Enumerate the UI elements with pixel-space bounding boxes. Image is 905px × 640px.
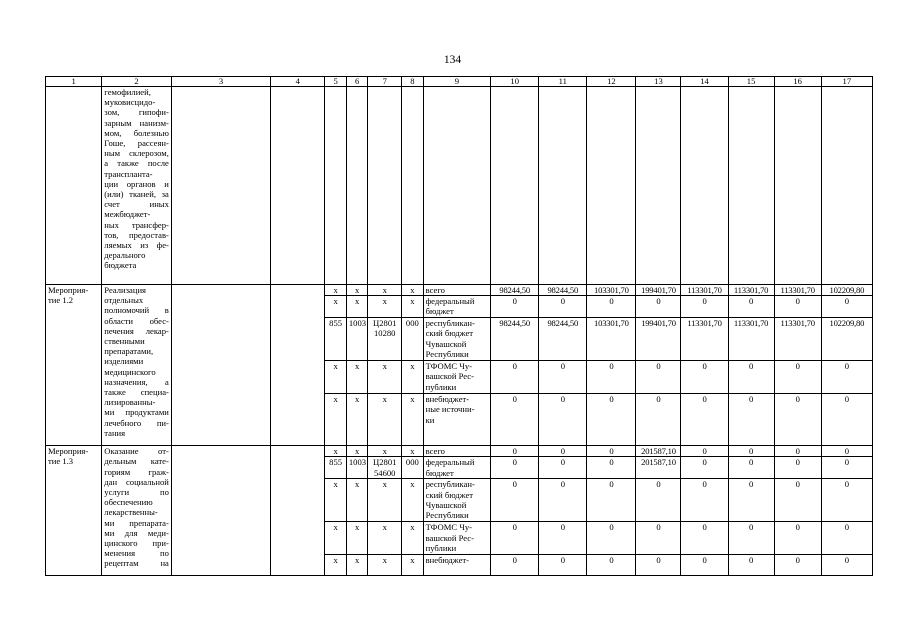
amount-year-1-cell: 0 <box>491 394 539 446</box>
cont-col10-cell <box>491 87 539 285</box>
amount-year-6-cell: 0 <box>728 361 774 394</box>
amount-year-2-cell: 0 <box>539 394 587 446</box>
amount-year-6-cell: 0 <box>728 394 774 446</box>
amount-year-7-cell: 113301,70 <box>774 285 821 296</box>
measure-1-3-description-cell <box>102 446 172 576</box>
amount-year-1-cell: 98244,50 <box>491 285 539 296</box>
amount-year-8-cell: 0 <box>821 479 872 522</box>
amount-year-4-cell: 0 <box>636 394 681 446</box>
amount-year-5-cell: 113301,70 <box>681 318 728 361</box>
grbs-code-cell: х <box>325 555 346 576</box>
amount-year-2-cell: 0 <box>539 555 587 576</box>
grbs-code-cell: х <box>325 394 346 446</box>
grbs-code-cell: х <box>325 361 346 394</box>
grbs-code-cell: х <box>325 285 346 296</box>
amount-year-7-cell: 0 <box>774 446 821 457</box>
funding-source-cell-line: ки <box>425 414 435 425</box>
measure-1-2-description-cell-line: отдельных <box>104 295 144 306</box>
cont-col5-cell <box>325 87 346 285</box>
measure-1-3-description-cell-line: ми препарата- <box>104 517 169 528</box>
amount-year-7-cell: 0 <box>774 555 821 576</box>
cont-description-cell-line: зом, гипофи- <box>104 107 169 118</box>
amount-year-4-cell: 0 <box>636 361 681 394</box>
section-code-cell: 1003 <box>346 457 367 479</box>
cont-col13-cell <box>636 87 681 285</box>
funding-source-cell-line: Чувашской <box>425 499 467 510</box>
measure-1-3-description-cell-line: гориям граж- <box>104 466 169 477</box>
amount-year-7-cell: 0 <box>774 479 821 522</box>
measure-1-2-description-cell-line: назначения, а <box>104 376 169 387</box>
funding-source-cell-line: бюджет <box>425 306 454 317</box>
amount-year-6-cell: 0 <box>728 522 774 555</box>
funding-source-cell-line: ТФОМС Чу- <box>425 522 473 533</box>
measure-1-3-description-cell-line: обеспечению <box>104 497 153 508</box>
cont-description-cell-line: ным склерозом, <box>104 148 169 159</box>
amount-year-1-cell: 0 <box>491 296 539 318</box>
measure-1-2-description-cell-line: ми продуктами <box>104 407 169 418</box>
column-number-13: 13 <box>636 77 681 87</box>
expense-type-cell: 000 <box>402 318 423 361</box>
amount-year-1-cell: 0 <box>491 522 539 555</box>
grbs-code-cell: х <box>325 522 346 555</box>
funding-source-cell-line: вашской Рес- <box>425 532 474 543</box>
funding-source-cell-line: ТФОМС Чу- <box>425 361 473 372</box>
amount-year-4-cell: 201587,10 <box>636 457 681 479</box>
cont-col11-cell <box>539 87 587 285</box>
expense-type-cell: х <box>402 296 423 318</box>
target-article-cell: Ц2801 10280 <box>368 318 402 361</box>
amount-year-3-cell: 0 <box>587 457 636 479</box>
cont-description-cell-line: а также после <box>104 158 169 169</box>
amount-year-2-cell: 0 <box>539 522 587 555</box>
grbs-code-cell: 855 <box>325 457 346 479</box>
amount-year-8-cell: 102209,80 <box>821 318 872 361</box>
cont-description-cell-line: транспланта- <box>104 168 153 179</box>
cont-col3-cell <box>171 87 270 285</box>
amount-year-5-cell: 0 <box>681 522 728 555</box>
measure-1-3-col4-cell <box>271 446 325 576</box>
cont-col7-cell <box>368 87 402 285</box>
measure-1-3-description-cell-line: менения по <box>104 548 169 559</box>
section-code-cell: х <box>346 296 367 318</box>
cont-description-cell-line: ляемых из фе- <box>104 240 169 251</box>
amount-year-1-cell: 0 <box>491 555 539 576</box>
measure-1-2-description-cell-line: тания <box>104 427 126 438</box>
amount-year-7-cell: 113301,70 <box>774 318 821 361</box>
amount-year-6-cell: 0 <box>728 296 774 318</box>
amount-year-6-cell: 0 <box>728 555 774 576</box>
measure-1-3-description-cell-line: услуги по <box>104 487 169 498</box>
funding-source-cell-line: публики <box>425 381 457 392</box>
measure-1-3-label-cell <box>46 446 102 576</box>
amount-year-3-cell: 0 <box>587 296 636 318</box>
amount-year-8-cell: 0 <box>821 522 872 555</box>
amount-year-7-cell: 0 <box>774 457 821 479</box>
funding-source-cell-line: внебюджет- <box>425 555 470 566</box>
amount-year-2-cell: 98244,50 <box>539 285 587 296</box>
cont-description-cell-line: дерального <box>104 250 146 261</box>
column-number-8: 8 <box>402 77 423 87</box>
target-article-cell: Ц2801 54600 <box>368 457 402 479</box>
column-number-17: 17 <box>821 77 872 87</box>
amount-year-3-cell: 0 <box>587 361 636 394</box>
grbs-code-cell: х <box>325 296 346 318</box>
expense-type-cell: х <box>402 285 423 296</box>
amount-year-3-cell: 0 <box>587 446 636 457</box>
cont-col1-cell <box>46 87 102 285</box>
amount-year-1-cell: 0 <box>491 361 539 394</box>
measure-1-2-row <box>46 285 873 296</box>
column-number-11: 11 <box>539 77 587 87</box>
grbs-code-cell: х <box>325 479 346 522</box>
cont-description-cell-line: тов, предостав- <box>104 229 169 240</box>
measure-1-2-label-cell-line: Мероприя- <box>48 285 89 295</box>
cont-description-cell-line: бюджета <box>104 260 137 271</box>
expense-type-cell: х <box>402 446 423 457</box>
grbs-code-cell: 855 <box>325 318 346 361</box>
amount-year-8-cell: 0 <box>821 394 872 446</box>
measure-1-3-label-cell-line: тие 1.3 <box>48 456 74 467</box>
amount-year-6-cell: 0 <box>728 457 774 479</box>
expense-type-cell: х <box>402 479 423 522</box>
column-number-10: 10 <box>491 77 539 87</box>
amount-year-4-cell: 0 <box>636 522 681 555</box>
funding-source-cell-line: внебюджет- <box>425 394 470 405</box>
measure-1-2-description-cell-line: полномочий в <box>104 305 169 316</box>
amount-year-3-cell: 0 <box>587 394 636 446</box>
measure-1-3-label-cell-line: Мероприя- <box>48 446 89 457</box>
cont-description-cell-line: зарным нанизм- <box>104 117 169 128</box>
measure-1-2-label-cell <box>46 285 102 446</box>
measure-1-3-description-cell-line: ми для меди- <box>104 527 169 538</box>
page-number: 134 <box>443 54 462 66</box>
section-code-cell: 1003 <box>346 318 367 361</box>
funding-source-cell-line: вашской Рес- <box>425 371 474 382</box>
amount-year-6-cell: 0 <box>728 446 774 457</box>
measure-1-3-col3-cell <box>171 446 270 576</box>
funding-source-cell-line: республикан- <box>425 479 475 490</box>
measure-1-3-description-cell-line: лекарственны- <box>104 507 158 518</box>
measure-1-2-description-cell-line: лечебного пи- <box>104 417 169 428</box>
cont-col9-cell <box>423 87 491 285</box>
column-number-15: 15 <box>728 77 774 87</box>
funding-source-cell-line: ные источни- <box>425 404 475 415</box>
amount-year-1-cell: 98244,50 <box>491 318 539 361</box>
measure-1-2-description-cell-line: печения лекар- <box>104 325 169 336</box>
amount-year-3-cell: 0 <box>587 555 636 576</box>
target-article-cell: х <box>368 394 402 446</box>
funding-source-cell-line: Республики <box>425 348 469 359</box>
amount-year-2-cell: 0 <box>539 457 587 479</box>
funding-source-cell-line: публики <box>425 542 457 553</box>
measure-1-3-description-cell-line: дельным кате- <box>104 456 169 467</box>
amount-year-2-cell: 0 <box>539 296 587 318</box>
funding-source-cell <box>423 457 491 479</box>
target-article-cell: х <box>368 522 402 555</box>
amount-year-6-cell: 0 <box>728 479 774 522</box>
funding-source-cell <box>423 296 491 318</box>
measure-1-2-description-cell-line: ственными <box>104 336 145 347</box>
column-number-row <box>46 77 873 87</box>
target-article-cell: х <box>368 361 402 394</box>
amount-year-4-cell: 199401,70 <box>636 318 681 361</box>
column-number-6: 6 <box>346 77 367 87</box>
target-article-cell: х <box>368 296 402 318</box>
target-article-cell: х <box>368 479 402 522</box>
target-article-cell: х <box>368 555 402 576</box>
amount-year-8-cell: 0 <box>821 296 872 318</box>
funding-source-cell <box>423 318 491 361</box>
amount-year-8-cell: 0 <box>821 361 872 394</box>
measure-1-3-description-cell-line: дан социальной <box>104 476 169 487</box>
funding-source-cell <box>423 555 491 576</box>
cont-col16-cell <box>774 87 821 285</box>
amount-year-3-cell: 0 <box>587 479 636 522</box>
funding-source-cell-line: Республики <box>425 510 469 521</box>
amount-year-4-cell: 201587,10 <box>636 446 681 457</box>
measure-1-2-description-cell-line: лизированны- <box>104 397 156 408</box>
amount-year-3-cell: 103301,70 <box>587 318 636 361</box>
target-article-cell: х <box>368 285 402 296</box>
amount-year-3-cell: 0 <box>587 522 636 555</box>
expense-type-cell: х <box>402 555 423 576</box>
funding-source-cell <box>423 361 491 394</box>
column-number-12: 12 <box>587 77 636 87</box>
measure-1-3-description-cell-line: рецептам на <box>104 558 169 569</box>
cont-col15-cell <box>728 87 774 285</box>
amount-year-5-cell: 0 <box>681 555 728 576</box>
amount-year-7-cell: 0 <box>774 394 821 446</box>
funding-source-cell-line: республикан- <box>425 318 475 329</box>
funding-source-cell-line: федеральный <box>425 457 475 468</box>
amount-year-3-cell: 103301,70 <box>587 285 636 296</box>
measure-1-2-col3-cell <box>171 285 270 446</box>
cont-description-cell <box>102 87 172 285</box>
amount-year-1-cell: 0 <box>491 479 539 522</box>
cont-description-cell-line: гемофилией, <box>104 87 151 97</box>
cont-col14-cell <box>681 87 728 285</box>
cont-description-cell-line: Гоше, рассеян- <box>104 138 169 149</box>
measure-1-2-description-cell-line: области обес- <box>104 315 169 326</box>
expense-type-cell: х <box>402 394 423 446</box>
amount-year-1-cell: 0 <box>491 446 539 457</box>
amount-year-2-cell: 0 <box>539 479 587 522</box>
column-number-14: 14 <box>681 77 728 87</box>
cont-description-cell-line: муковисцидо- <box>104 97 156 108</box>
amount-year-4-cell: 0 <box>636 555 681 576</box>
cont-col17-cell <box>821 87 872 285</box>
cont-col12-cell <box>587 87 636 285</box>
cont-description-cell-line: мом, болезнью <box>104 127 169 138</box>
cont-description-cell-line: счет иных <box>104 199 169 210</box>
grbs-code-cell: х <box>325 446 346 457</box>
funding-source-cell-line: ский бюджет <box>425 328 474 339</box>
column-number-1: 1 <box>46 77 102 87</box>
measure-1-3-description-cell-line: цинского при- <box>104 538 169 549</box>
column-number-16: 16 <box>774 77 821 87</box>
amount-year-8-cell: 0 <box>821 446 872 457</box>
amount-year-5-cell: 0 <box>681 361 728 394</box>
funding-source-cell <box>423 522 491 555</box>
amount-year-4-cell: 0 <box>636 296 681 318</box>
column-number-9: 9 <box>423 77 491 87</box>
section-code-cell: х <box>346 446 367 457</box>
amount-year-5-cell: 0 <box>681 457 728 479</box>
cont-col6-cell <box>346 87 367 285</box>
amount-year-5-cell: 0 <box>681 296 728 318</box>
amount-year-2-cell: 0 <box>539 361 587 394</box>
funding-source-cell-line: всего <box>425 446 445 457</box>
measure-1-2-description-cell-line: изделиями <box>104 356 144 367</box>
cont-col8-cell <box>402 87 423 285</box>
section-code-cell: х <box>346 285 367 296</box>
amount-year-5-cell: 0 <box>681 394 728 446</box>
cont-description-cell-line: межбюджет- <box>104 209 151 220</box>
funding-source-cell <box>423 394 491 446</box>
funding-source-cell-line: федеральный <box>425 296 475 307</box>
funding-source-cell <box>423 285 491 296</box>
column-number-4: 4 <box>271 77 325 87</box>
column-number-5: 5 <box>325 77 346 87</box>
amount-year-7-cell: 0 <box>774 522 821 555</box>
continuation-row <box>46 87 873 285</box>
cont-description-cell-line: (или) тканей, за <box>104 189 169 200</box>
column-number-7: 7 <box>368 77 402 87</box>
measure-1-2-description-cell-line: медицинского <box>104 366 156 377</box>
amount-year-6-cell: 113301,70 <box>728 318 774 361</box>
section-code-cell: х <box>346 394 367 446</box>
section-code-cell: х <box>346 522 367 555</box>
funding-source-cell-line: ский бюджет <box>425 489 474 500</box>
measure-1-3-row <box>46 446 873 457</box>
column-number-2: 2 <box>102 77 172 87</box>
amount-year-5-cell: 0 <box>681 479 728 522</box>
section-code-cell: х <box>346 361 367 394</box>
amount-year-5-cell: 0 <box>681 446 728 457</box>
funding-source-cell <box>423 446 491 457</box>
amount-year-4-cell: 0 <box>636 479 681 522</box>
measure-1-2-description-cell-line: препаратами, <box>104 346 154 357</box>
amount-year-1-cell: 0 <box>491 457 539 479</box>
measure-1-2-col4-cell <box>271 285 325 446</box>
amount-year-5-cell: 113301,70 <box>681 285 728 296</box>
cont-description-cell-line: ции органов и <box>104 178 169 189</box>
expense-type-cell: х <box>402 522 423 555</box>
funding-source-cell-line: бюджет <box>425 467 454 478</box>
amount-year-8-cell: 102209,80 <box>821 285 872 296</box>
expense-type-cell: х <box>402 361 423 394</box>
cont-description-cell-line: ных трансфер- <box>104 219 169 230</box>
budget-table <box>45 76 873 576</box>
measure-1-2-description-cell-line: Реализация <box>104 285 147 295</box>
measure-1-2-description-cell-line: также специа- <box>104 387 169 398</box>
section-code-cell: х <box>346 479 367 522</box>
amount-year-8-cell: 0 <box>821 457 872 479</box>
amount-year-6-cell: 113301,70 <box>728 285 774 296</box>
amount-year-2-cell: 98244,50 <box>539 318 587 361</box>
measure-1-3-description-cell-line: Оказание от- <box>104 446 169 457</box>
amount-year-7-cell: 0 <box>774 296 821 318</box>
funding-source-cell <box>423 479 491 522</box>
column-number-3: 3 <box>171 77 270 87</box>
amount-year-7-cell: 0 <box>774 361 821 394</box>
target-article-cell: х <box>368 446 402 457</box>
cont-col4-cell <box>271 87 325 285</box>
measure-1-2-description-cell <box>102 285 172 446</box>
amount-year-8-cell: 0 <box>821 555 872 576</box>
measure-1-2-label-cell-line: тие 1.2 <box>48 295 74 306</box>
expense-type-cell: 000 <box>402 457 423 479</box>
amount-year-4-cell: 199401,70 <box>636 285 681 296</box>
funding-source-cell-line: Чувашской <box>425 338 467 349</box>
amount-year-2-cell: 0 <box>539 446 587 457</box>
funding-source-cell-line: всего <box>425 285 445 295</box>
section-code-cell: х <box>346 555 367 576</box>
